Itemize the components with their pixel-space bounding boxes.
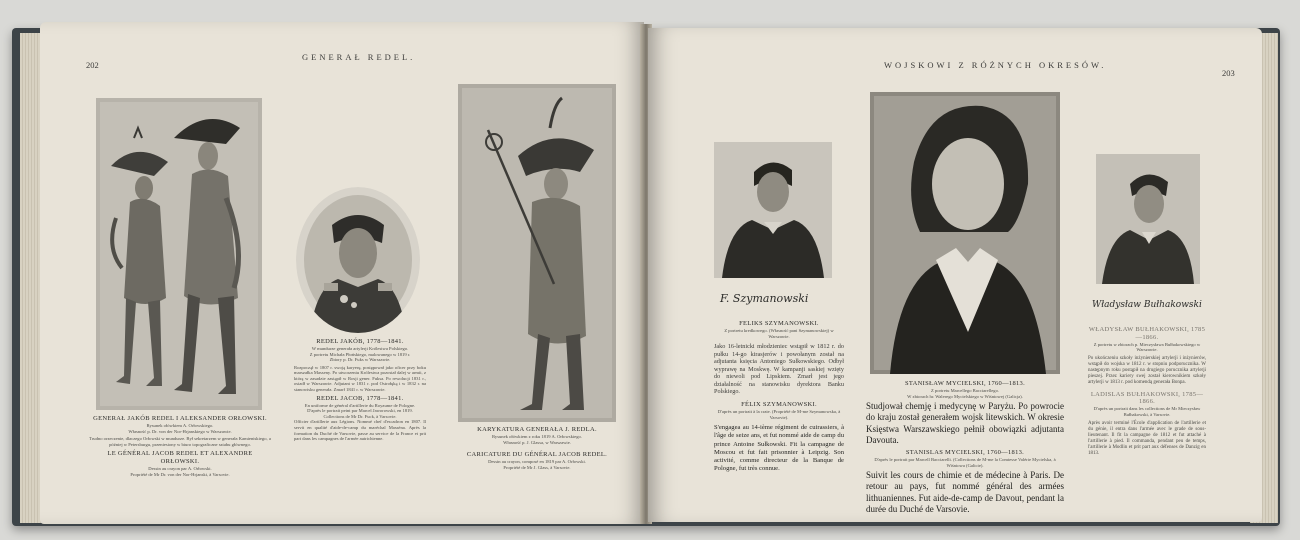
fig1-owner-pl: Własność p. Dr. von der Nor-Hrjanskiego w Warszawie. bbox=[128, 428, 232, 434]
rfig3-body-pl: Po ukończeniu szkoły inżynierskiej artylerji i inżynierów, wstąpił do wojska w 1812 r. w stopniu podporucznika. W następnym roku postąpił na drugiego porucznika artylerji pieszej. Przez kariery swej został kierownikiem szkoły artylerji w 1813 r. pod komendą generała Bonpa. bbox=[1088, 356, 1206, 386]
rfig1-title-pl: FELIKS SZYMANOWSKI. bbox=[739, 320, 819, 327]
right-page-header: WOJSKOWI Z RÓŻNYCH OKRESÓW. bbox=[884, 60, 1107, 70]
redel-oval-portrait bbox=[296, 187, 420, 333]
fig1-subtitle-fr: Dessin au crayon par A. Orłowski. bbox=[148, 466, 212, 472]
rfig2-sub1-fr: D'après le portrait par Marcell Bacciarelli. (Collections de M-me la Comtesse Valérie Mycielska, à Wiśniowa (Galicie). bbox=[874, 457, 1056, 468]
fig3-sub1-fr: Dessin au crayon, composé en 1819 par A. Orłowski. bbox=[488, 459, 586, 465]
rfig2-title-pl: STANISŁAW MYCIELSKI, 1760—1813. bbox=[904, 380, 1026, 387]
rfig2-sub2-pl: W zbiorach hr. Walerego Mycielskiego w Wiśniowej (Galicja). bbox=[907, 393, 1023, 399]
redel-orlowski-drawing bbox=[96, 98, 262, 410]
rfig1-body-fr: S'engagea au 14-ième régiment de cuirassiers, à l'âge de seize ans, et fut nommé aide de camp du prince Antoine Sułkowski. Fit la campagne de Moscou et fut fait prisonnier à Leipzig. Son activité, comme directeur de la Banque de Pologne, fut très connue. bbox=[714, 424, 844, 473]
fig1-title-fr: LE GÉNÉRAL JACOB REDEL ET ALEXANDRE ORŁOWSKI. bbox=[107, 450, 253, 466]
rfig1-sub1-pl: Z portretu kredkowego. (Własność pani Szymanowskiej) w Warszawie. bbox=[724, 327, 834, 339]
fig2-sub3-pl: Zbiory p. Dr. Fuks w Warszawie. bbox=[329, 357, 391, 363]
rfig3-title-pl: WŁADYSŁAW BUŁHAKOWSKI, 1785—1866. bbox=[1088, 326, 1206, 341]
left-page-number: 202 bbox=[86, 60, 99, 70]
fig3-title-fr: CARICATURE DU GÉNÉRAL JACOB REDEL. bbox=[466, 451, 608, 459]
rfig2-body-fr: Suivit les cours de chimie et de médecine à Paris. De retour au pays, fut nommé général des armées lithuaniennes. Fut aide-de-camp de Davout, pendant la durée du Duché de Varsovie. bbox=[866, 470, 1064, 514]
fig2-body-fr: Officier d'artillerie aux Légions. Nommé chef d'escadron en 1807. Il servit en qualité d'aide-de-camp du maréchal Masséna. Après la formation du Duché de Varsovie, passe au service de la France et prit part dans les campagnes de l'armée autrichienne. bbox=[294, 419, 426, 442]
rfig2-title-fr: STANISLAS MYCIELSKI, 1760—1813. bbox=[905, 449, 1025, 457]
right-fig3-caption bbox=[1088, 326, 1206, 457]
szymanowski-signature: F. Szymanowski bbox=[720, 292, 809, 305]
fig1-note-pl: Trudno orzeczenie, dlaczego Orłowski w mundurze. Był sekretarzem w generała Kamieniskiego, a później w Petersburgu, przeniesiony w biuro topograficzne sztabu głównego. bbox=[89, 436, 271, 447]
rfig1-title-fr: FÉLIX SZYMANOWSKI. bbox=[741, 401, 817, 409]
right-fig2-caption bbox=[866, 380, 1064, 515]
fig2-sub2-pl: Z portretu Michała Płońskiego, malowanego w 1819 r. bbox=[309, 351, 411, 357]
fig3-sub2-pl: Własność p. J. Glassa, w Warszawie. bbox=[503, 439, 571, 445]
fig3-caption bbox=[452, 426, 622, 470]
rfig3-sub1-pl: Z portretu w zbiorach p. Mieczysława Bułhakowskiego w Warszawie. bbox=[1093, 341, 1201, 353]
fig2-sub2-fr: D'après le portrait peint par Marcel Jaworowski, en 1819. bbox=[307, 408, 413, 414]
fig1-subtitle-pl: Rysunek ołówkiem A. Orłowskiego. bbox=[146, 422, 214, 428]
rfig3-sub1-fr: D'après un portrait dans les collections de Mr Mieczysław Bułhakowski, à Varsovie. bbox=[1093, 406, 1201, 417]
fig2-title-fr: REDEL JACOB, 1778—1841. bbox=[316, 394, 404, 402]
rfig2-body-pl: Studjował chemję i medycynę w Paryżu. Po powrocie do kraju został generałem wojsk litewskich. W okresie Księstwa Warszawskiego pełnił obowiązki adjutanta Davouta. bbox=[866, 401, 1064, 445]
fig2-caption bbox=[294, 338, 426, 442]
left-page-header: GENERAŁ REDEL. bbox=[302, 52, 416, 62]
right-page bbox=[648, 28, 1262, 522]
rfig1-body-pl: Jako 16-letnicki młodzieniec wstąpił w 1812 r. do pułku 14-go kirasjerów i powołanym został na adjutanta księcia Antoniego Sułkowskiego. Odbył wyprawę na Moskwę. W kampanji saskiej wzięty do niewoli pod Lipskiem. Zmarł jest jego działalność na stanowisku dyrektora Banku Polskiego. bbox=[714, 343, 844, 396]
szymanowski-portrait bbox=[714, 142, 832, 278]
bulhakowski-portrait bbox=[1096, 154, 1200, 284]
fig1-title-pl: GENERAŁ JAKÓB REDEL I ALEKSANDER ORŁOWSKI. bbox=[93, 415, 267, 422]
rfig3-body-fr: Après avoir terminé l'École d'application de l'artillerie et du génie, il entra dans l'armée avec le grade de sous-lieutenant. Il fit la campagne de 1812 et fut attaché à l'artillerie à pied. Il commanda, pendant peu de temps, l'artillerie à Modlin et prit part aux défenses de Danzig en 1813. bbox=[1088, 420, 1206, 456]
rfig1-sub1-fr: D'après un portrait à la craie. (Propriété de M-me Szymanowska, à Varsovie). bbox=[717, 408, 841, 420]
fig3-sub1-pl: Rysunek ołówkiem z roku 1819 A. Orłowskiego. bbox=[492, 433, 582, 439]
fig2-sub1-fr: En uniforme de général d'artillerie du Royaume de Pologne. bbox=[304, 402, 416, 408]
fig1-caption bbox=[88, 415, 272, 477]
right-page-number: 203 bbox=[1222, 68, 1235, 78]
mycielski-portrait bbox=[870, 92, 1060, 374]
fig2-sub1-pl: W mundurze generała artylerji Królestwa Polskiego. bbox=[311, 345, 409, 351]
fig3-sub2-fr: Propriété de Mr J. Glass, à Varsovie. bbox=[503, 464, 571, 470]
rfig2-sub1-pl: Z portretu Marcellego Bacciarellego. bbox=[930, 387, 1000, 393]
fig3-title-pl: KARYKATURA GENERAŁA J. REDLA. bbox=[477, 426, 597, 433]
rfig3-title-fr: LADISLAS BUŁHAKOWSKI, 1785—1866. bbox=[1090, 390, 1204, 406]
right-fig1-caption bbox=[714, 320, 844, 474]
redel-caricature bbox=[458, 84, 616, 422]
fig2-title-pl: REDEL JAKÓB, 1778—1841. bbox=[316, 338, 404, 345]
left-page bbox=[40, 22, 644, 524]
fig2-sub3-fr: Collections de Mr Dr. Fuck, à Varsovie. bbox=[323, 413, 397, 419]
fig1-owner-fr: Propriété de Mr Dr. von der Nor-Hrjanski, à Varsovie. bbox=[130, 471, 230, 477]
fig2-body-pl: Rozpoczął w 1807 r. swoją karyerę, postępował jako oficer przy boku marszałka Masseny. Po utworzeniu Królestwa pozostał dalej w armii, z którą w zasadzie zastąpił w Rosji gener. Fuksa. Po rewolucji 1831 r., osiadł w Warszawie. Adjutant w 1831 r. pod Ostrołęką i w 1832 r. na stanowisku generała. Zmarł 1841 r. w Warszawie. bbox=[294, 364, 426, 393]
bulhakowski-signature: Władysław Bułhakowski bbox=[1092, 300, 1202, 310]
